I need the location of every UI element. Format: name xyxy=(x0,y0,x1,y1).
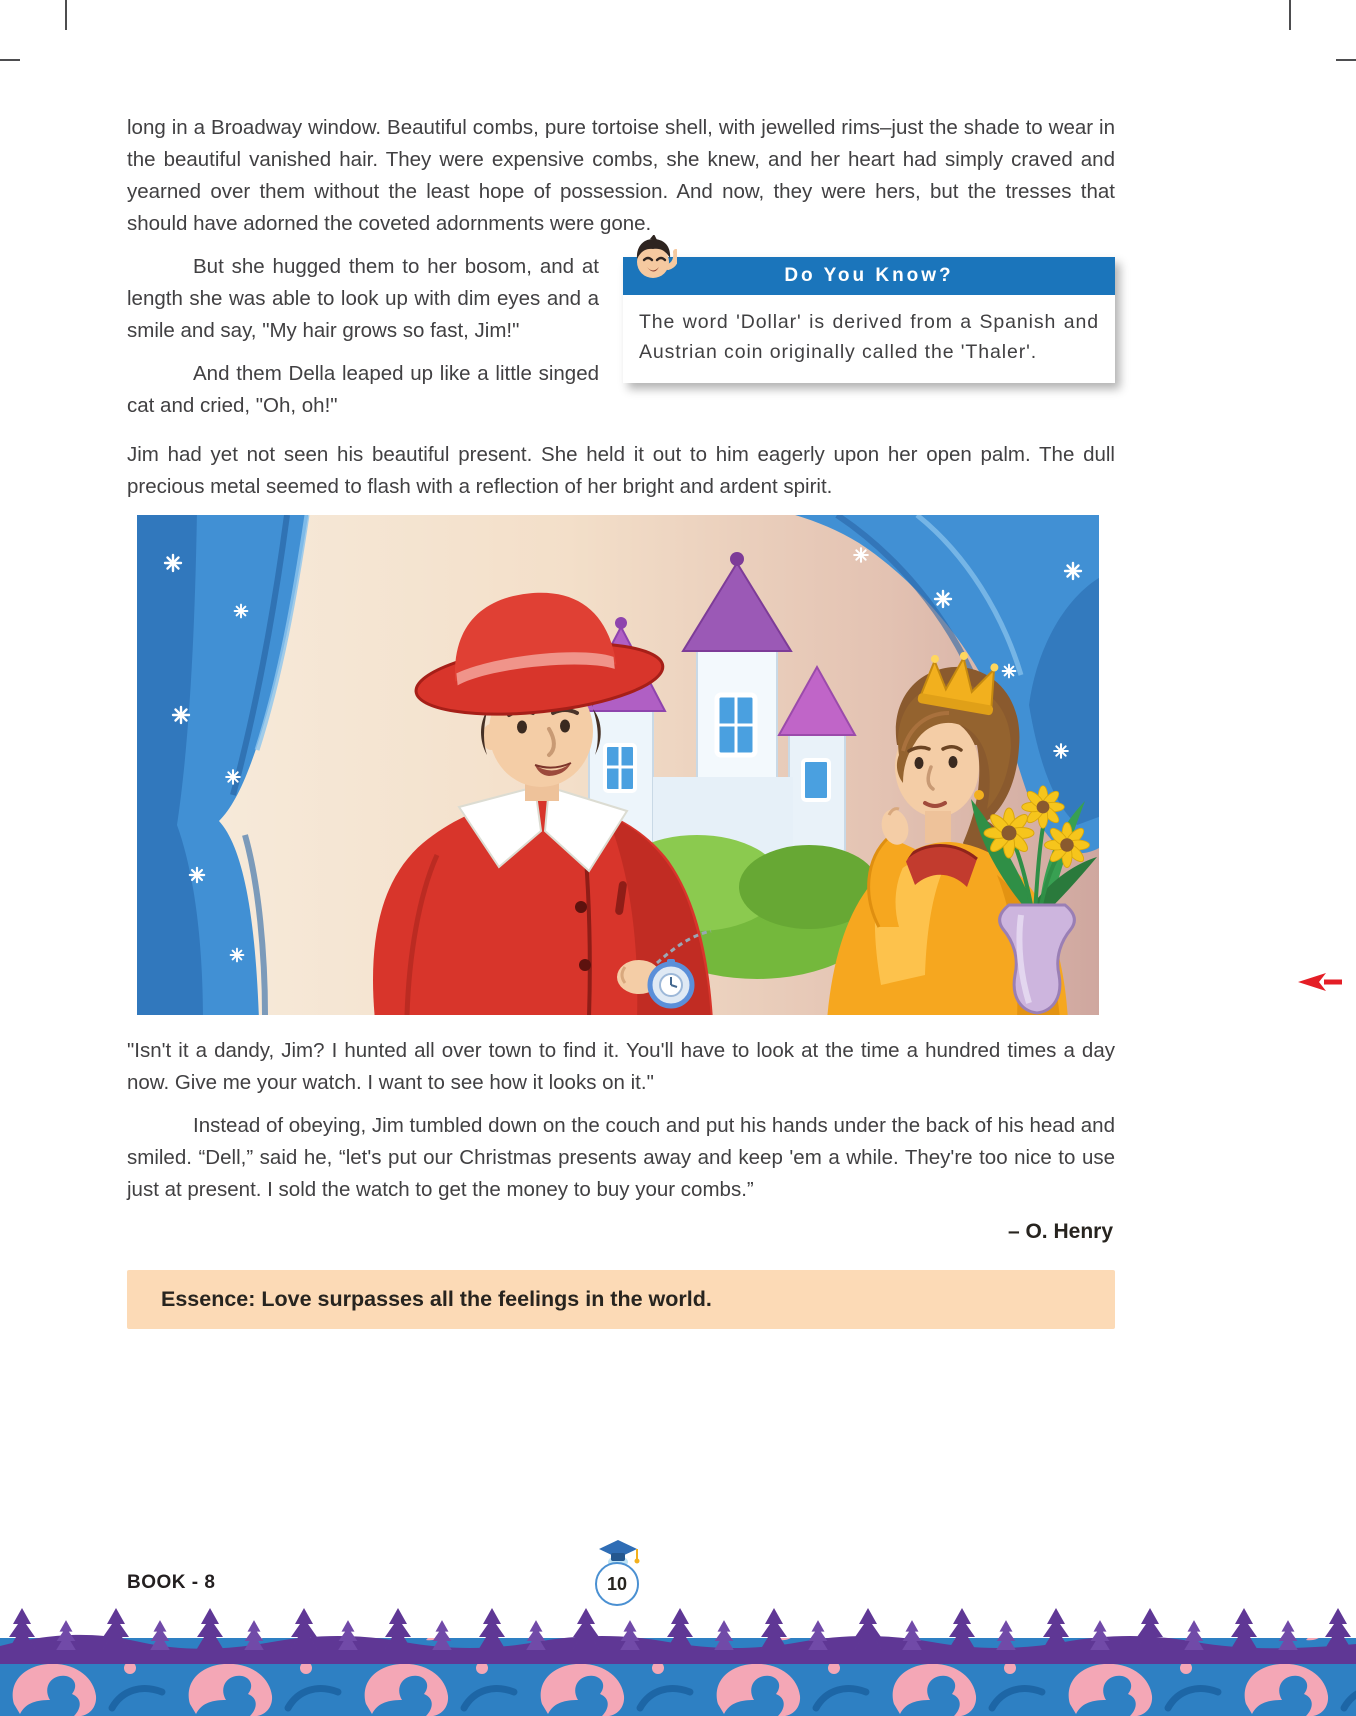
two-column-section xyxy=(127,251,1115,433)
page-number-badge xyxy=(595,1562,639,1606)
essence-label: Essence: xyxy=(161,1287,256,1311)
crop-mark xyxy=(65,0,67,30)
do-you-know-box xyxy=(623,257,1115,383)
red-arrow-mark xyxy=(1296,970,1342,994)
story-paragraph: "Isn't it a dandy, Jim? I hunted all over town to find it. You'll have to look at the time a hundred times a day now. Give me your watch. I want to see how it looks on it." xyxy=(127,1039,1115,1094)
do-you-know-header xyxy=(623,257,1115,295)
left-column xyxy=(127,251,599,433)
story-illustration xyxy=(137,515,1099,1015)
story-paragraph: Instead of obeying, Jim tumbled down on the couch and put his hands under the back of his head and smiled. “Dell,” said he, “let's put our Christmas presents away and keep 'em a while. They're too nice to use just at present. I sold the watch to get the money to buy your combs.” xyxy=(127,1114,1115,1201)
story-paragraph: But she hugged them to her bosom, and at length she was able to look up with dim eyes and a smile and say, "My hair grows so fast, Jim!" xyxy=(127,255,599,342)
essence-text: Love surpasses all the feelings in the world. xyxy=(261,1287,712,1311)
crop-mark xyxy=(1289,0,1291,30)
page-content xyxy=(127,112,1115,1329)
crop-mark xyxy=(0,59,20,61)
footer-decoration xyxy=(0,1598,1356,1716)
crop-mark xyxy=(1336,59,1356,61)
story-paragraph: And them Della leaped up like a little singed cat and cried, "Oh, oh!" xyxy=(127,362,599,417)
boy-mascot-icon xyxy=(631,235,677,294)
page-number: 10 xyxy=(606,1573,628,1594)
essence-box xyxy=(127,1270,1115,1329)
do-you-know-title: Do You Know? xyxy=(784,265,954,286)
author-credit: – O. Henry xyxy=(1007,1220,1113,1243)
story-paragraph: long in a Broadway window. Beautiful combs, pure tortoise shell, with jewelled rims–just the shade to wear in the beautiful vanished hair. They were expensive combs, she knew, and her heart had simply craved and yearned over them without the least hope of possession. And now, they were hers, but the tresses that should have adorned the coveted adornments were gone. xyxy=(127,116,1115,235)
book-label: BOOK - 8 xyxy=(127,1572,216,1593)
story-paragraph: Jim had yet not seen his beautiful present. She held it out to him eagerly upon her open palm. The dull precious metal seemed to flash with a reflection of her bright and ardent spirit. xyxy=(127,443,1115,498)
do-you-know-text: The word 'Dollar' is derived from a Spanish and Austrian coin originally called the 'Thaler'. xyxy=(639,311,1099,363)
